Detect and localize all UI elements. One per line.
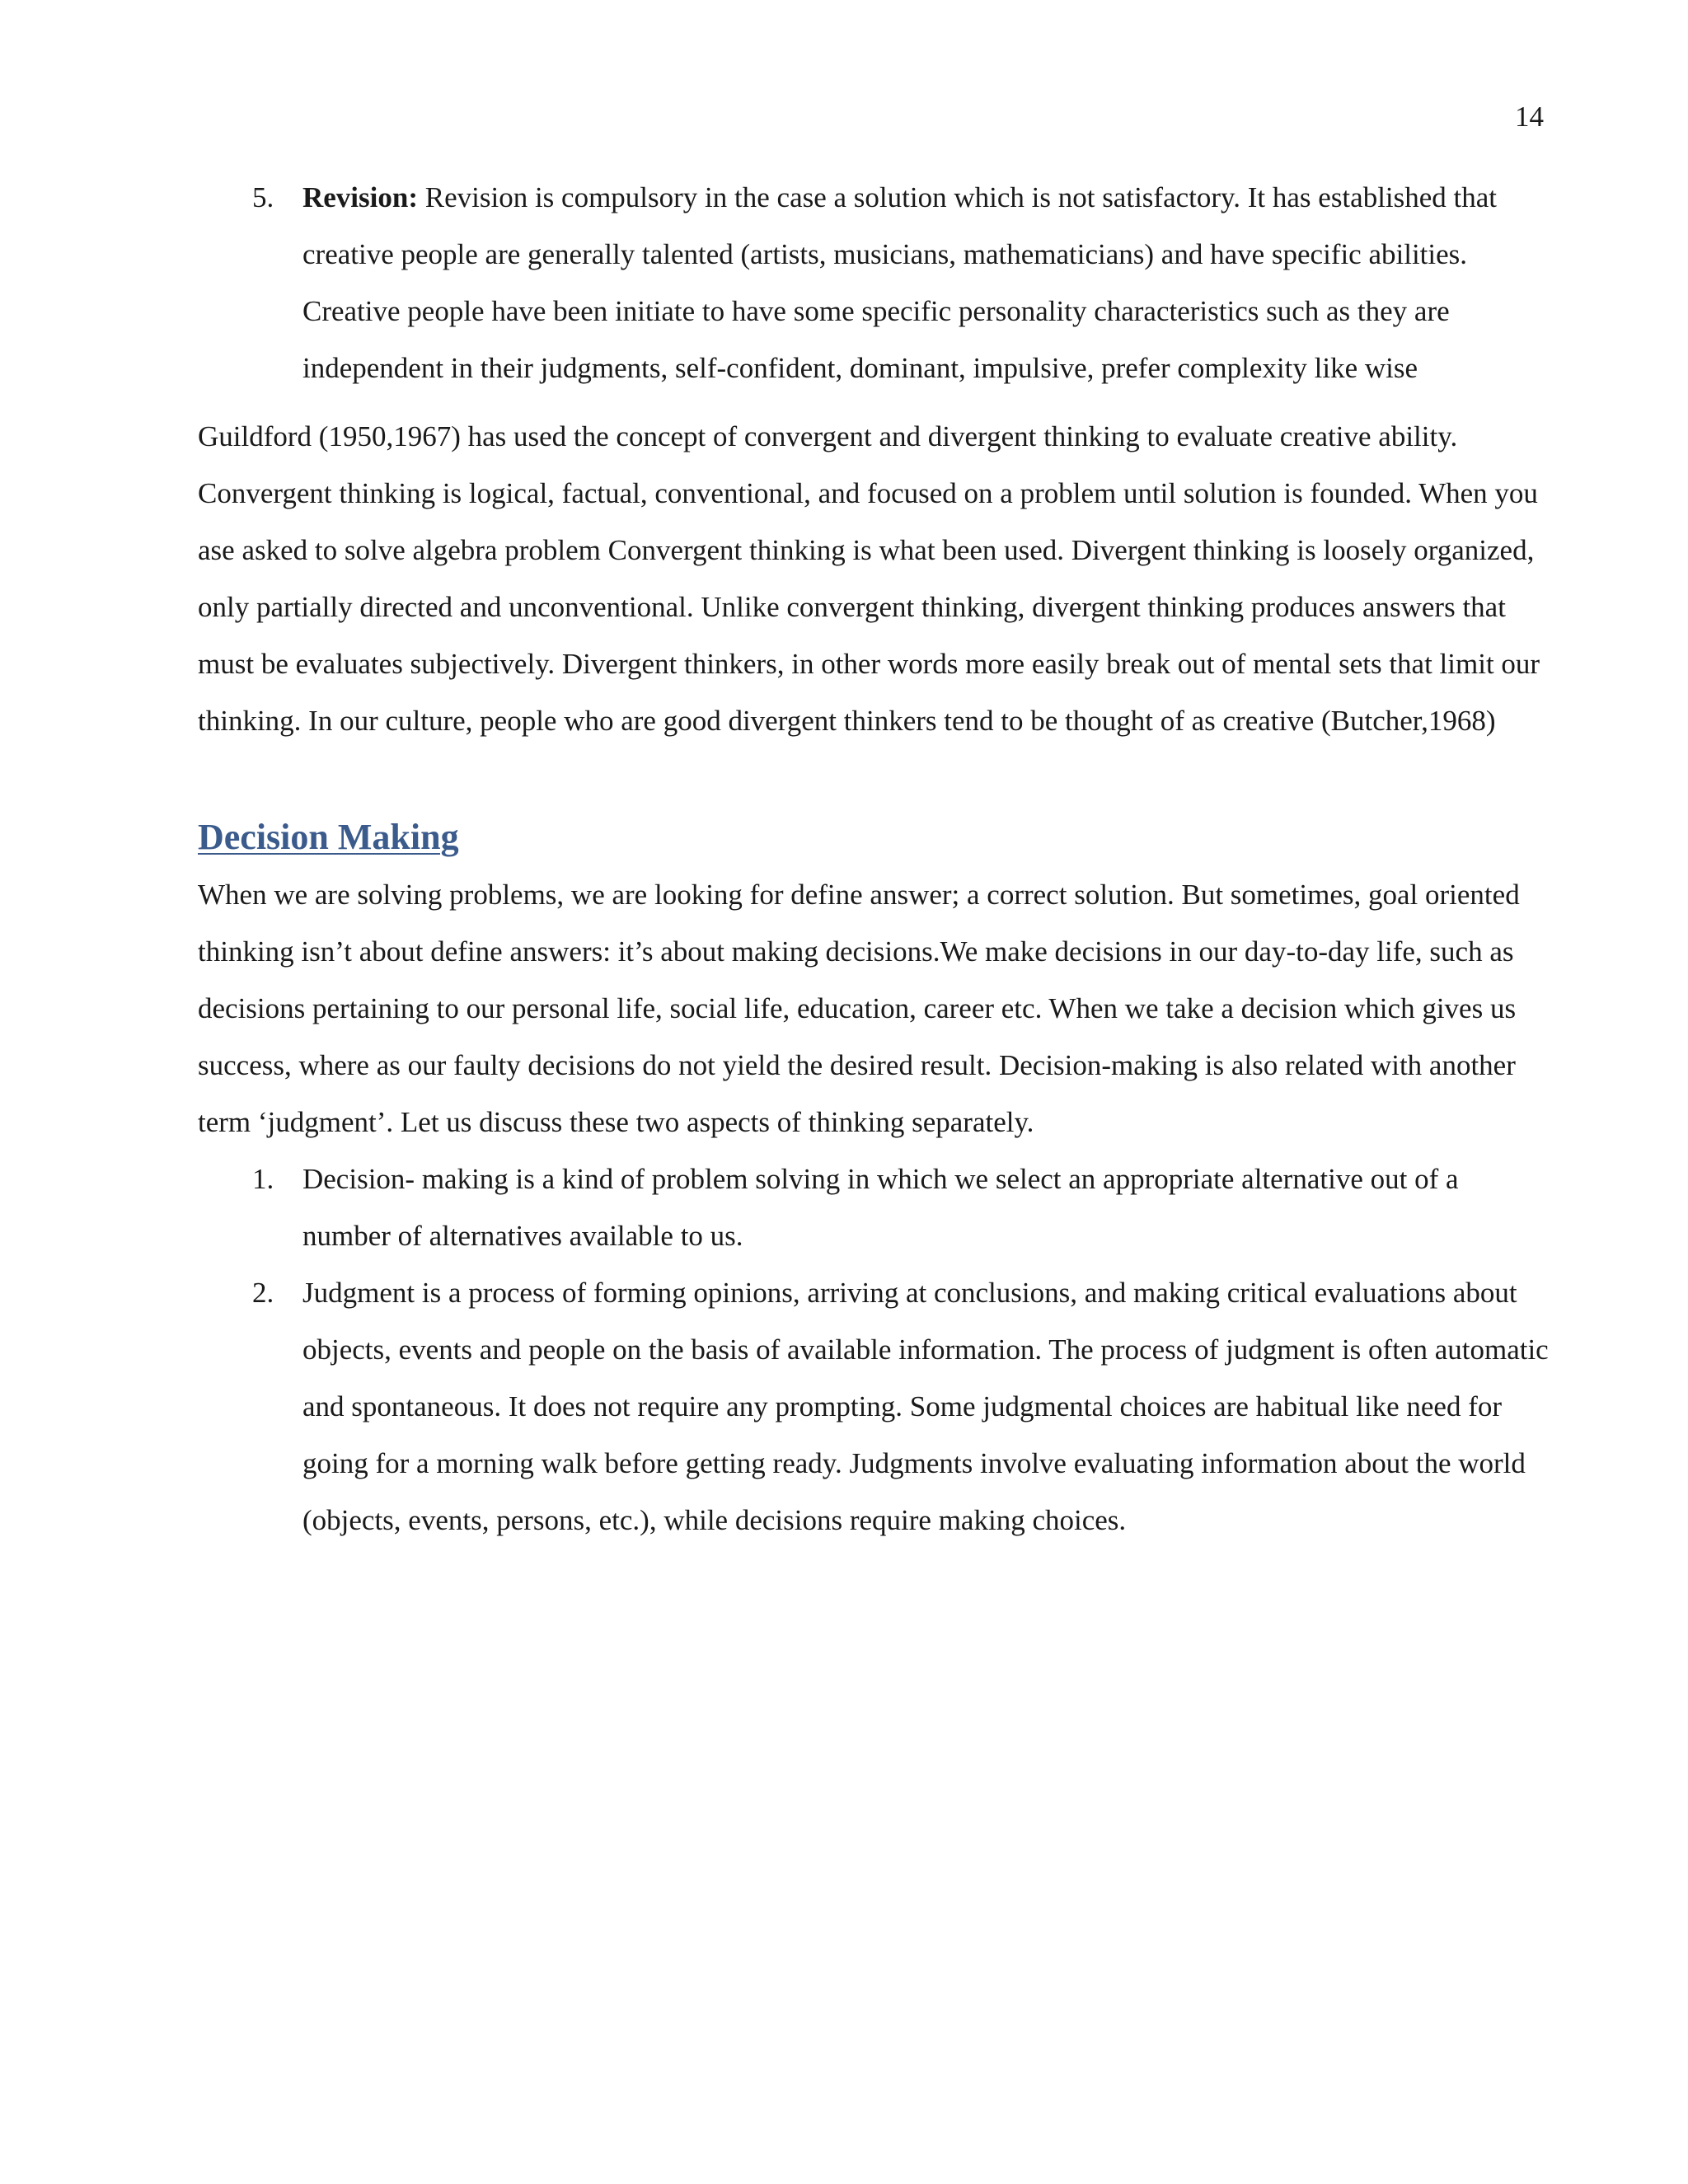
- list-item-judgment: [198, 1264, 1550, 1549]
- revision-text: Revision is compulsory in the case a solution which is not satisfactory. It has established that creative people are generally talented (artists, musicians, mathematicians) and have specific abilities. Creative people have been initiate to have some specific personality characteristics such as they are independent in their judgments, self-confident, dominant, impulsive, prefer complexity like wise: [302, 181, 1498, 384]
- paragraph-decision-making: When we are solving problems, we are looking for define answer; a correct solution. But sometimes, goal oriented thinking isn’t about define answers: it’s about making decisions.We make decisions in our day-to-day life, such as decisions pertaining to our personal life, social life, education, career etc. When we take a decision which gives us success, where as our faulty decisions do not yield the desired result. Decision-making is also related with another term ‘judgment’. Let us discuss these two aspects of thinking separately.: [198, 879, 1520, 1138]
- page-number: 14: [1515, 101, 1544, 133]
- paragraph-guildford: Guildford (1950,1967) has used the concept of convergent and divergent thinking to evaluate creative ability. Convergent thinking is logical, factual, conventional, and focused on a problem until solution is founded. When you ase asked to solve algebra problem Convergent thinking is what been used. Divergent thinking is loosely organized, only partially directed and unconventional. Unlike convergent thinking, divergent thinking produces answers that must be evaluates subjectively. Divergent thinkers, in other words more easily break out of mental sets that limit our thinking. In our culture, people who are good divergent thinkers tend to be thought of as creative (Butcher,1968): [198, 420, 1540, 737]
- list-item-text: [302, 169, 1550, 396]
- list-item-decision-making: [198, 1151, 1550, 1264]
- document-body: [198, 169, 1550, 1549]
- list-item-revision: [198, 169, 1550, 396]
- term-revision: Revision:: [302, 181, 418, 213]
- list-number: 1.: [252, 1163, 274, 1195]
- list-item-text: Decision- making is a kind of problem solving in which we select an appropriate alternative out of a number of alternatives available to us.: [302, 1163, 1459, 1252]
- section-heading-decision-making: Decision Making: [198, 817, 459, 857]
- list-number: 5.: [252, 181, 274, 213]
- list-number: 2.: [252, 1277, 274, 1309]
- list-item-text: Judgment is a process of forming opinions, arriving at conclusions, and making critical evaluations about objects, events and people on the basis of available information. The process of judgment is often automatic and spontaneous. It does not require any prompting. Some judgmental choices are habitual like need for going for a morning walk before getting ready. Judgments involve evaluating information about the world (objects, events, persons, etc.), while decisions require making choices.: [302, 1277, 1549, 1536]
